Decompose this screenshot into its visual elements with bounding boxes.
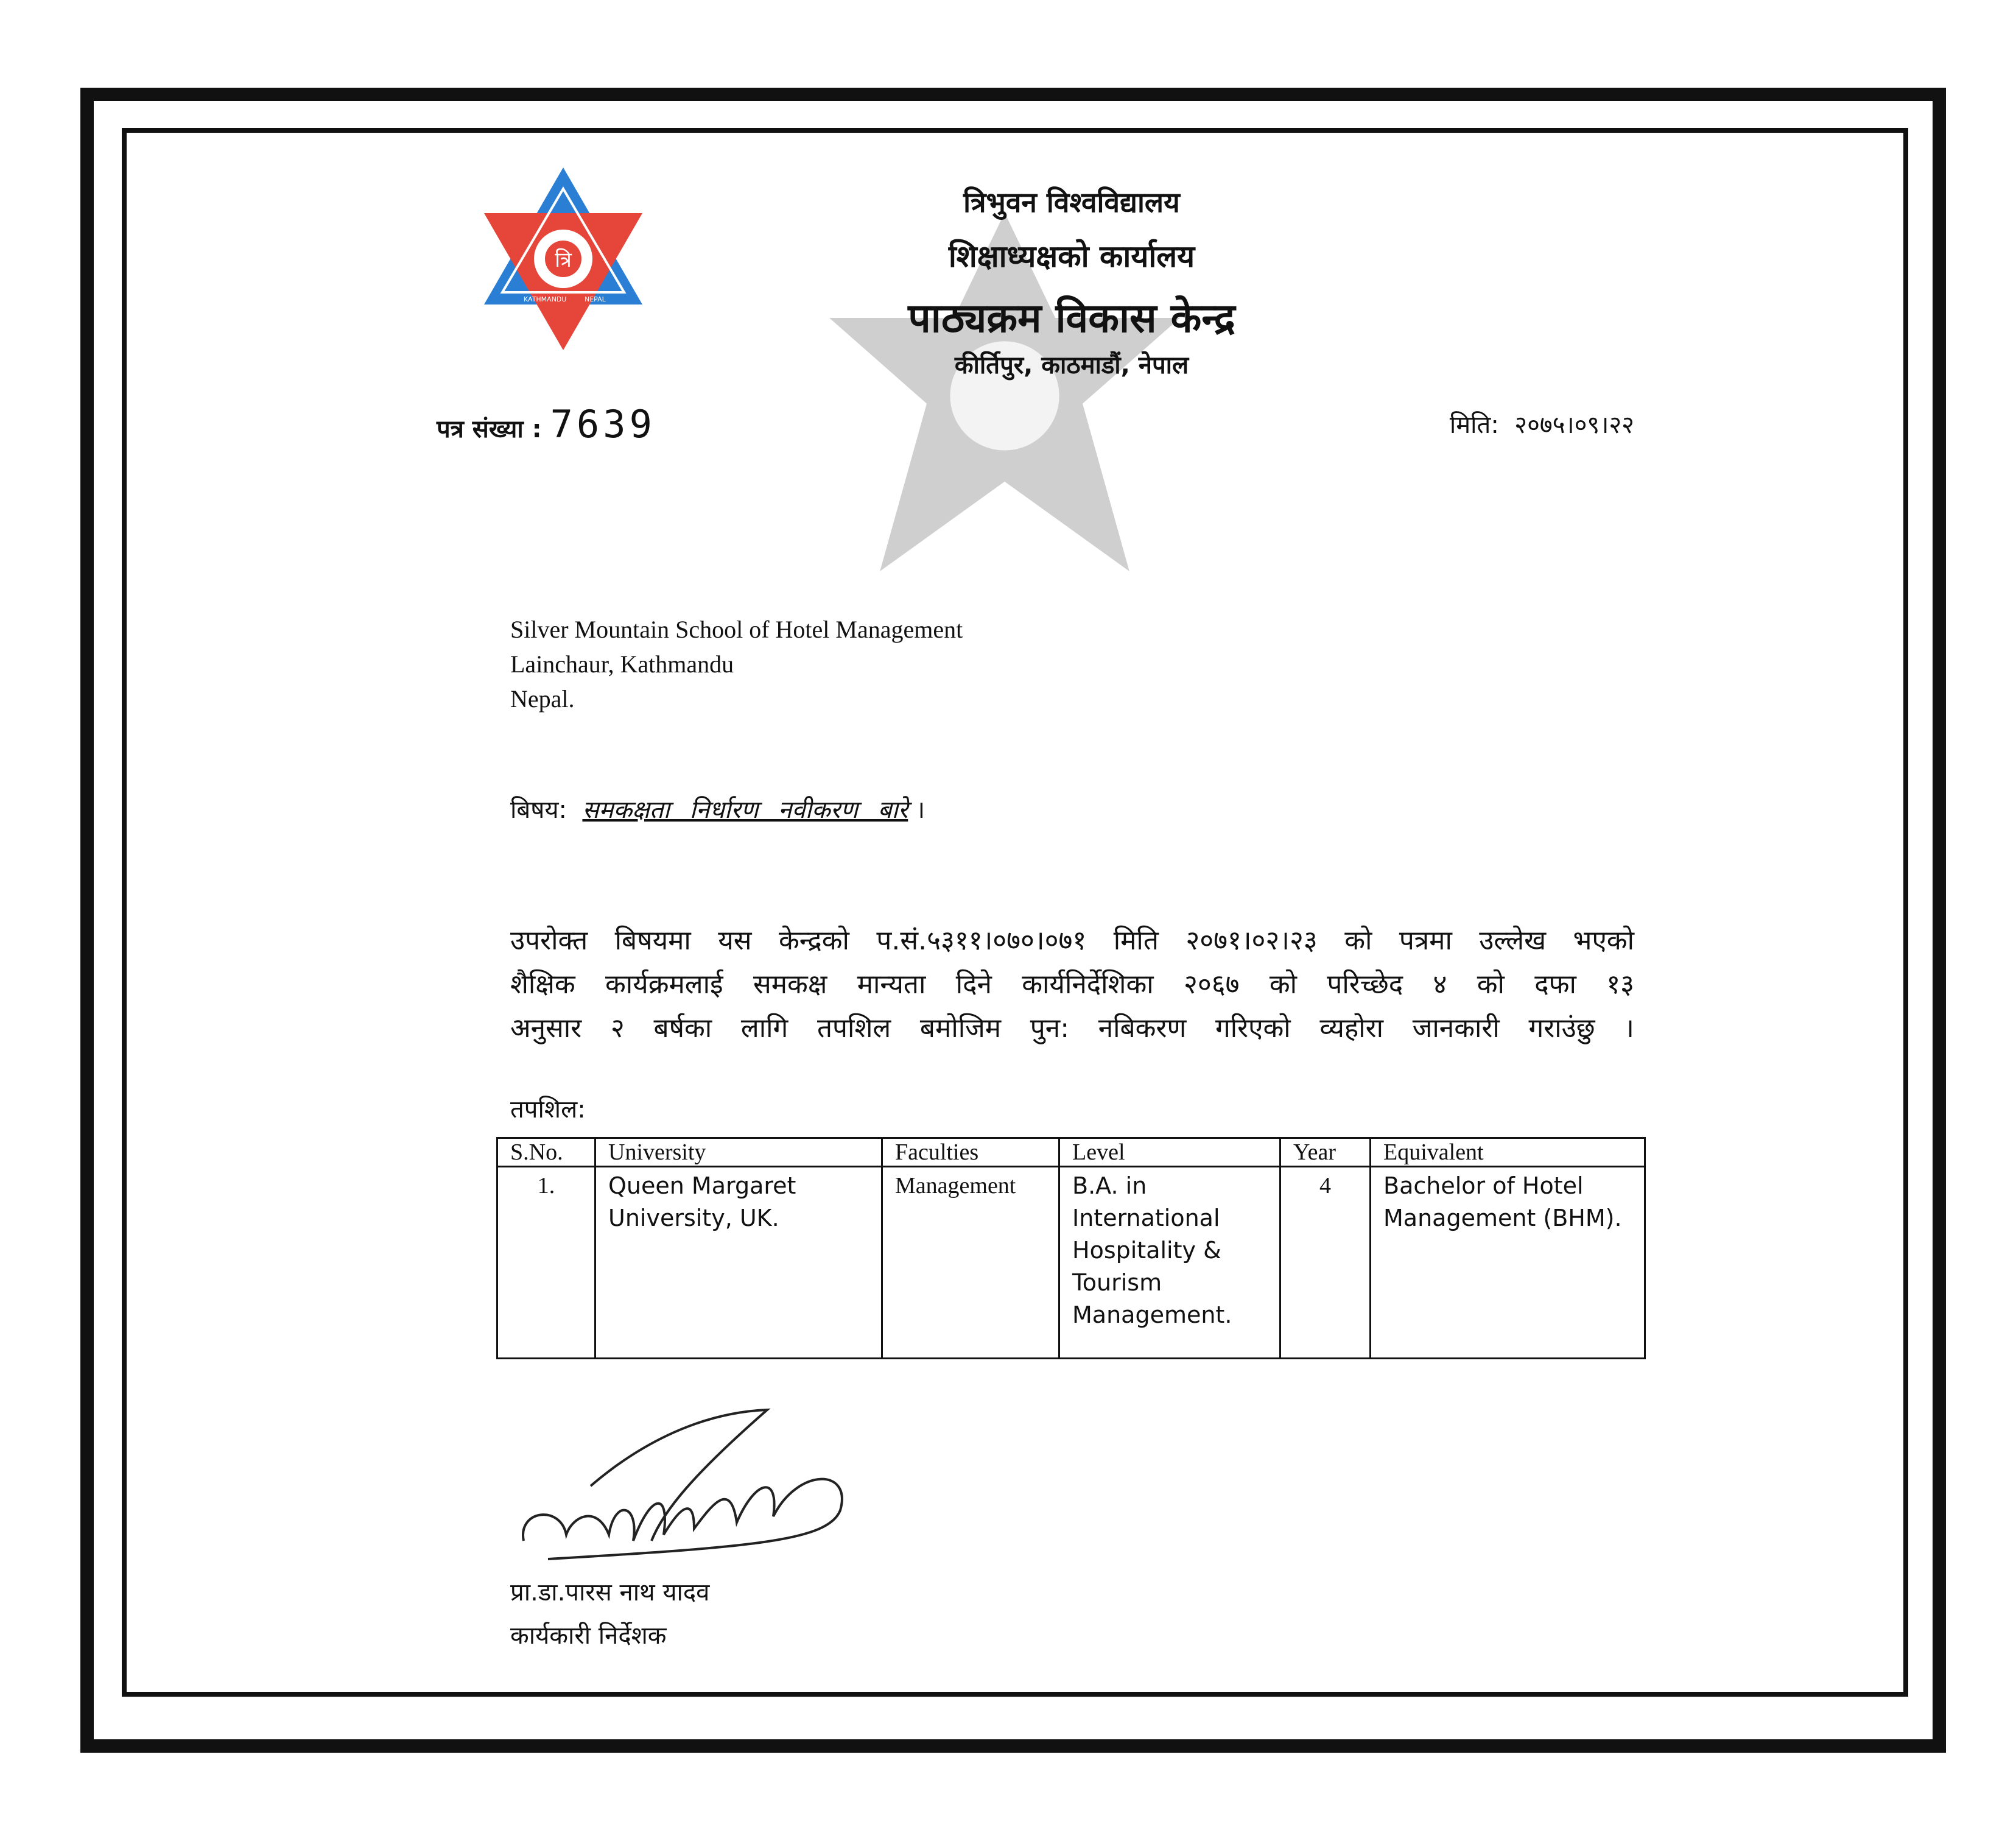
body-line: अनुसार २ बर्षका लागि तपशिल बमोजिम पुन: नबिकरण गरिएको व्यहोरा जानकारी गराउंछु ।: [510, 1013, 1634, 1044]
col-level: Level: [1059, 1138, 1280, 1167]
cell-equivalent: Bachelor of Hotel Management (BHM).: [1371, 1167, 1645, 1359]
address-line: Nepal.: [510, 685, 575, 713]
address-line: Lainchaur, Kathmandu: [510, 650, 734, 678]
col-faculties: Faculties: [882, 1138, 1059, 1167]
svg-text:त्रि: त्रि: [555, 248, 572, 272]
body-line: शैक्षिक कार्यक्रमलाई समकक्ष मान्यता दिने कार्यनिर्देशिका २०६७ को परिच्छेद ४ को दफा १३: [510, 969, 1634, 1000]
header-center: पाठ्यक्रम विकास केन्द्र: [908, 295, 1235, 342]
logo-text-left: KATHMANDU: [524, 295, 567, 303]
signatory-title: कार्यकारी निर्देशक: [510, 1622, 667, 1650]
ref-number: [437, 402, 656, 446]
details-label: तपशिल:: [510, 1096, 586, 1124]
ref-label: पत्र संख्या :: [437, 415, 542, 443]
table-header-row: [497, 1138, 1645, 1167]
col-equivalent: Equivalent: [1371, 1138, 1645, 1167]
cell-level: B.A. in International Hospitality & Tourism Management.: [1059, 1167, 1280, 1359]
subject: [510, 792, 925, 825]
signature: [511, 1401, 865, 1577]
table-row: [497, 1167, 1645, 1359]
date-label: मिति:: [1449, 411, 1499, 439]
date-value: २०७५।०९।२२: [1514, 411, 1634, 439]
logo-text-right: NEPAL: [585, 295, 606, 303]
subject-value: समकक्षता निर्धारण नवीकरण बारे: [582, 796, 908, 824]
signatory-name: प्रा.डा.पारस नाथ यादव: [510, 1579, 710, 1607]
header-office: शिक्षाध्यक्षको कार्यालय: [948, 239, 1195, 274]
details-table: [496, 1137, 1646, 1359]
address-line: Silver Mountain School of Hotel Management: [510, 616, 963, 643]
cell-university: Queen Margaret University, UK.: [595, 1167, 882, 1359]
cell-year: 4: [1280, 1167, 1371, 1359]
col-year: Year: [1280, 1138, 1371, 1167]
col-university: University: [595, 1138, 882, 1167]
subject-end: ।: [915, 796, 925, 824]
header-location: कीर्तिपुर, काठमाडौं, नेपाल: [954, 351, 1189, 379]
body-line: उपरोक्त बिषयमा यस केन्द्रको प.सं.५३११।०७०।०७१ मिति २०७१।०२।२३ को पत्रमा उल्लेख भएको: [510, 925, 1634, 956]
ref-value: 7639: [550, 402, 656, 446]
subject-label: बिषय:: [510, 796, 567, 824]
col-sno: S.No.: [497, 1138, 595, 1167]
university-logo: [481, 164, 645, 353]
header-university: त्रिभुवन विश्वविद्यालय: [963, 186, 1180, 219]
date: [1450, 407, 1634, 440]
cell-faculties: Management: [882, 1167, 1059, 1359]
cell-sno: 1.: [497, 1167, 595, 1359]
